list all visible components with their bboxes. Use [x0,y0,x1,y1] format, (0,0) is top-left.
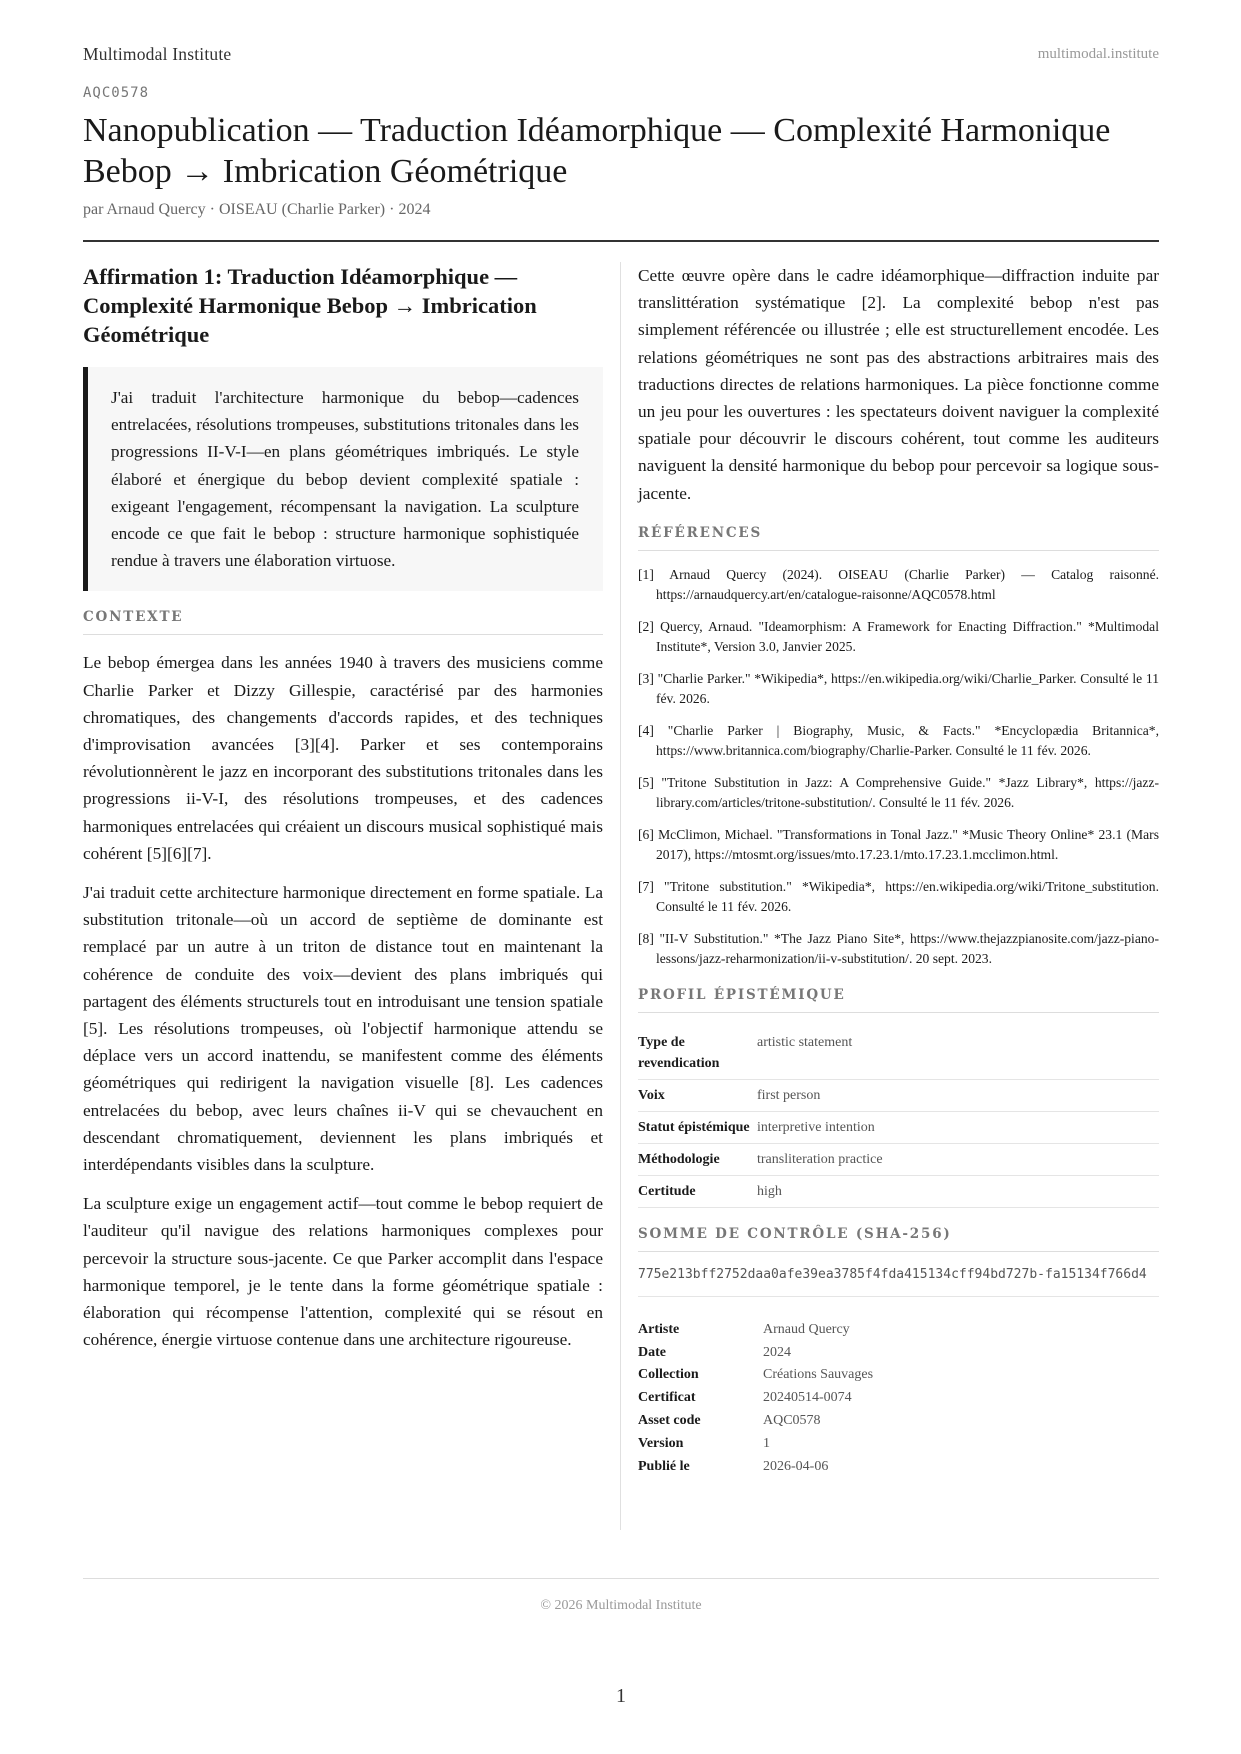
claim-title: Affirmation 1: Traduction Idéamorphique — Complexité Harmonique Bebop → Imbrication Géométrique [83,264,537,347]
meta-key: Asset code [638,1413,701,1429]
table-row [638,1319,1159,1342]
meta-value: 20240514-0074 [763,1390,852,1406]
meta-key: Collection [638,1367,699,1383]
meta-value: AQC0578 [763,1413,821,1429]
row-key: Voix [638,1079,757,1111]
table-row [638,1079,1159,1111]
claim-quote: J'ai traduit l'architecture harmonique du bebop—cadences entrelacées, résolutions trompeuses, substitutions tritonales dans les progressions II-V-I—en plans géométriques imbriqués. Le style élaboré et énergique du bebop devient complexité spatiale : exigeant l'engagement, récompensant la navigation. La sculpture encode ce que fait le bebop : structure harmonique sophistiquée rendue à travers une élaboration virtuose. [83,367,603,591]
meta-value: 2026-04-06 [763,1458,829,1474]
reference-item: [7] "Tritone substitution." *Wikipedia*, https://en.wikipedia.org/wiki/Tritone_substitution. Consulté le 11 fév. 2026. [638,878,1159,914]
byline: par Arnaud Quercy · OISEAU (Charlie Parker) · 2024 [83,201,431,218]
table-row [638,1342,1159,1365]
row-value: transliteration practice [757,1143,1159,1175]
table-row [638,1175,1159,1207]
meta-key: Publié le [638,1458,690,1474]
references-heading: RÉFÉRENCES [638,525,1159,551]
row-key: Méthodologie [638,1143,757,1175]
reference-item: [3] "Charlie Parker." *Wikipedia*, https://en.wikipedia.org/wiki/Charlie_Parker. Consulté le 11 fév. 2026. [638,670,1159,706]
checksum-value: 775e213bff2752daa0afe39ea3785f4fda415134cff94bd727b-fa15134f766d4 [638,1266,1159,1297]
table-row [638,1027,1159,1080]
references-list [638,565,1159,969]
meta-key: Version [638,1435,684,1451]
meta-value: Arnaud Quercy [763,1321,850,1337]
epistemic-table [638,1027,1159,1208]
intro-paragraph: Cette œuvre opère dans le cadre idéamorphique—diffraction induite par translittération systématique [2]. La complexité bebop n'est pas simplement référencée ou illustrée ; elle est structurellement encodée. Les relations géométriques ne sont pas des abstractions arbitraires mais des traductions directes de relations harmoniques. La pièce fonctionne comme un jeu pour les ouvertures : les spectateurs doivent naviguer la complexité spatiale pour découvrir le discours cohérent, tout comme les auditeurs naviguent la densité harmonique du bebop pour percevoir sa logique sous-jacente. [638,266,1159,503]
table-row [638,1143,1159,1175]
site-link[interactable]: multimodal.institute [1037,46,1159,62]
asset-code: AQC0578 [83,85,150,101]
row-key: Certitude [638,1175,757,1207]
table-row [638,1456,1159,1479]
row-value: first person [757,1079,1159,1111]
row-value: interpretive intention [757,1111,1159,1143]
metadata-table [638,1319,1159,1479]
institute-name: Multimodal Institute [83,44,232,64]
column-divider [620,262,621,1530]
meta-key: Certificat [638,1390,696,1406]
table-row [638,1433,1159,1456]
table-row [638,1387,1159,1410]
left-column [83,262,603,1366]
table-row [638,1410,1159,1433]
table-row [638,1111,1159,1143]
table-row [638,1364,1159,1387]
context-paragraph: La sculpture exige un engagement actif—tout comme le bebop requiert de l'auditeur qu'il navigue des relations harmoniques complexes pour percevoir la structure sous-jacente. Ce que Parker accomplit dans l'espace harmonique temporel, je le tente dans la forme géométrique spatiale : élaboration qui récompense l'attention, complexité qui se résout en cohérence, énergie virtuose contenue dans une architecture rigoureuse. [83,1194,603,1350]
row-key: Type de revendication [638,1027,757,1080]
header-bar [83,44,1159,68]
row-key: Statut épistémique [638,1111,757,1143]
row-value: high [757,1175,1159,1207]
meta-key: Date [638,1344,666,1360]
row-value: artistic statement [757,1027,1159,1080]
meta-value: 2024 [763,1344,791,1360]
reference-item: [1] Arnaud Quercy (2024). OISEAU (Charlie Parker) — Catalog raisonné. https://arnaudquercy.art/en/catalogue-raisonne/AQC0578.html [638,566,1159,602]
context-paragraph: J'ai traduit cette architecture harmonique directement en forme spatiale. La substitution tritonale—où un accord de septième de dominante est remplacé par un autre à un triton de distance tout en maintenant la cohérence de conduite des voix—devient des plans imbriqués qui partagent des éléments structurels tout en introduisant une tension spatiale [5]. Les résolutions trompeuses, où l'objectif harmonique attendu se déplace vers un accord inattendu, se manifestent comme des éléments géométriques qui redirigent la navigation visuelle [8]. Les cadences entrelacées du bebop, avec leurs chaînes ii-V qui se chevauchent en descendant chromatiquement, deviennent les plans imbriqués et interdépendants visibles dans la sculpture. [83,883,603,1175]
page-title: Nanopublication — Traduction Idéamorphique — Complexité Harmonique Bebop → Imbrication Géométrique [83,112,1111,190]
header-divider [83,240,1159,242]
context-heading: CONTEXTE [83,609,603,635]
page-number: 1 [616,1685,626,1707]
reference-item: [5] "Tritone Substitution in Jazz: A Comprehensive Guide." *Jazz Library*, https://jazz-library.com/articles/tritone-substitution/. Consulté le 11 fév. 2026. [638,774,1159,810]
context-paragraph: Le bebop émergea dans les années 1940 à travers des musiciens comme Charlie Parker et Dizzy Gillespie, caractérisé par des harmonies chromatiques, des changements d'accords rapides, et des techniques d'improvisation avancées [3][4]. Parker et ses contemporains révolutionnèrent le jazz en incorporant des substitutions tritonales dans les progressions ii-V-I, des résolutions trompeuses, et des cadences harmoniques entrelacées qui créaient un discours musical sophistiqué mais cohérent [5][6][7]. [83,653,603,863]
epistemic-heading: PROFIL ÉPISTÉMIQUE [638,987,1159,1013]
footer-divider [83,1578,1159,1579]
footer-copyright: © 2026 Multimodal Institute [540,1598,702,1613]
right-column [638,262,1159,1478]
reference-item: [6] McClimon, Michael. "Transformations in Tonal Jazz." *Music Theory Online* 23.1 (Mars 2017), https://mtosmt.org/issues/mto.17.23.1/mto.17.23.1.mcclimon.html. [638,826,1159,862]
checksum-heading: SOMME DE CONTRÔLE (SHA-256) [638,1226,1159,1252]
meta-value: 1 [763,1435,770,1451]
reference-item: [8] "II-V Substitution." *The Jazz Piano Site*, https://www.thejazzpianosite.com/jazz-piano-lessons/jazz-reharmonization/ii-v-substitution/. 20 sept. 2023. [638,930,1159,966]
reference-item: [4] "Charlie Parker | Biography, Music, & Facts." *Encyclopædia Britannica*, https://www.britannica.com/biography/Charlie-Parker. Consulté le 11 fév. 2026. [638,722,1159,758]
meta-key: Artiste [638,1321,680,1337]
reference-item: [2] Quercy, Arnaud. "Ideamorphism: A Framework for Enacting Diffraction." *Multimodal Institute*, Version 3.0, Janvier 2025. [638,618,1159,654]
meta-value: Créations Sauvages [763,1367,874,1383]
